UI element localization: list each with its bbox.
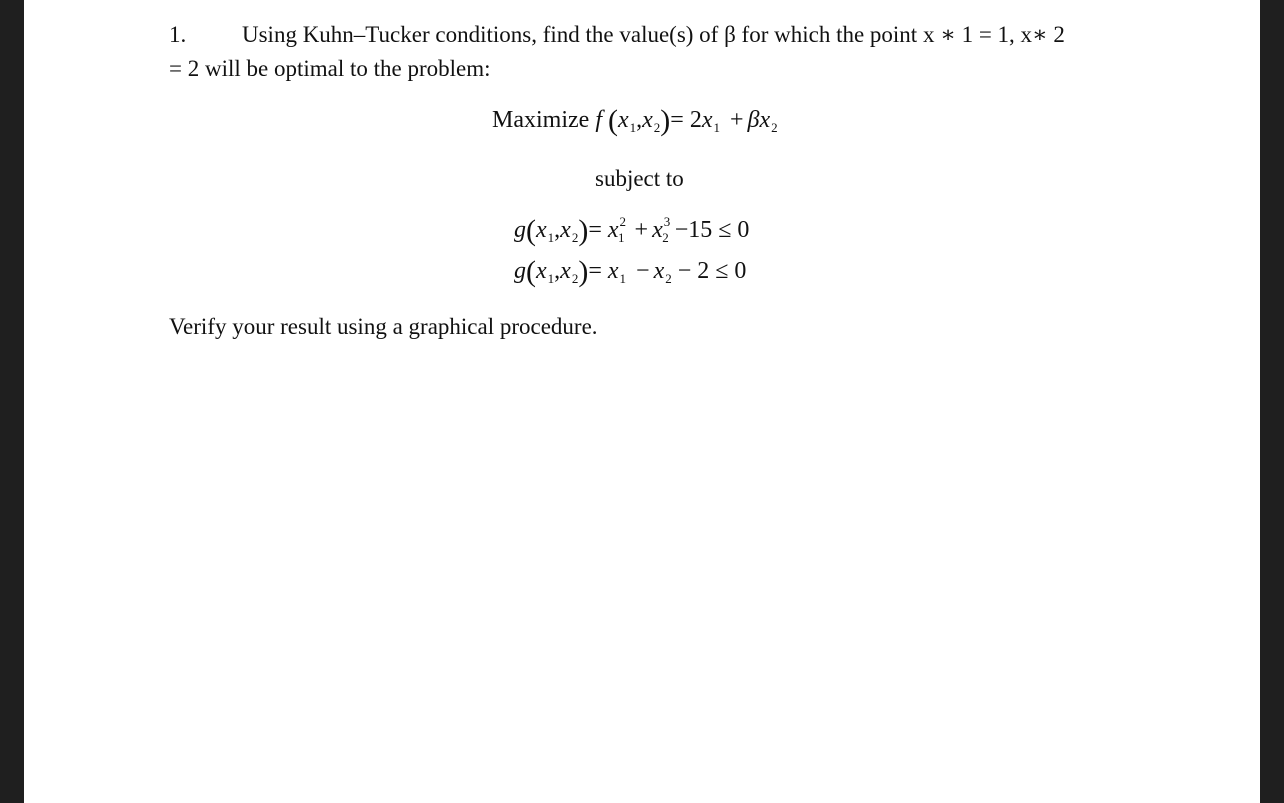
subject-to-label: subject to (595, 166, 684, 191)
constraint-1: $g(x_1,x_2)= x^2_1 + x^3_2 -15 \le 0$ (514, 214, 750, 247)
constraint-2: $g(x_1,x_2)= x_1 - x_2 - 2 \le 0$ (514, 255, 747, 288)
question-line-2: = 2 will be optimal to the problem: (169, 56, 491, 81)
document-page (24, 0, 1260, 803)
maximize-word: Maximize (492, 107, 590, 133)
verify-instruction: Verify your result using a graphical procedure. (169, 314, 598, 339)
objective-equation: Maximize f $(x_1,x_2)= 2x_1 + \beta x_2$ (492, 104, 778, 137)
question-text: Using Kuhn–Tucker conditions, find the value(s) of β for which the point x ∗ 1 = 1, x∗ 2 (242, 22, 1065, 47)
question-number: 1. (169, 22, 187, 47)
objective-function-name: f (595, 107, 602, 133)
